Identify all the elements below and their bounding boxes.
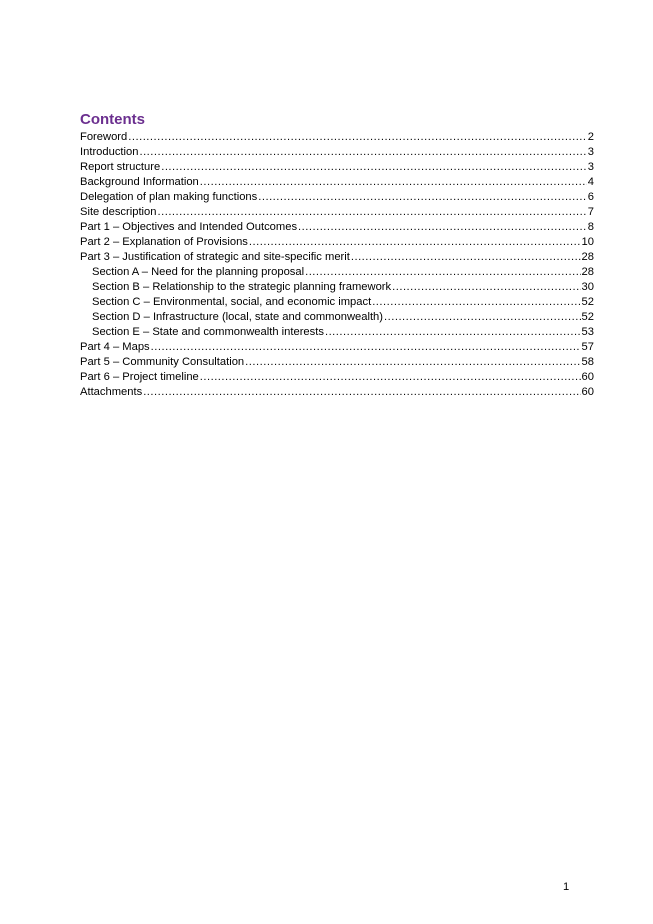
toc-entry-title: Foreword	[80, 131, 128, 143]
toc-entry-page: 60	[581, 371, 594, 383]
toc-entry-page: 60	[581, 386, 594, 398]
toc-entry-title: Part 5 – Community Consultation	[80, 356, 245, 368]
toc-leader-dots	[143, 385, 580, 400]
toc-leader-dots	[249, 235, 581, 250]
toc-entry-title: Delegation of plan making functions	[80, 191, 258, 203]
toc-leader-dots	[351, 250, 581, 265]
toc-entry-page: 3	[587, 161, 594, 173]
toc-section-entry[interactable]	[80, 340, 594, 355]
toc-subsection-entry[interactable]	[80, 295, 594, 310]
toc-entry-title: Section A – Need for the planning proposal	[92, 266, 305, 278]
toc-entry-page: 2	[587, 131, 594, 143]
toc-subsection-entry[interactable]	[80, 280, 594, 295]
toc-section-entry[interactable]	[80, 190, 594, 205]
toc-entry-page: 30	[581, 281, 594, 293]
toc-entry-title: Section C – Environmental, social, and economic impact	[92, 296, 372, 308]
toc-section-entry[interactable]	[80, 235, 594, 250]
toc-entry-title: Part 4 – Maps	[80, 341, 150, 353]
toc-entry-page: 57	[581, 341, 594, 353]
toc-leader-dots	[245, 355, 580, 370]
toc-subsection-entry[interactable]	[80, 325, 594, 340]
toc-leader-dots	[151, 340, 581, 355]
toc-entry-title: Section D – Infrastructure (local, state and commonwealth)	[92, 311, 384, 323]
toc-subsection-entry[interactable]	[80, 265, 594, 280]
toc-entry-title: Section B – Relationship to the strategic planning framework	[92, 281, 392, 293]
toc-entry-page: 58	[581, 356, 594, 368]
toc-entry-title: Report structure	[80, 161, 161, 173]
toc-section-entry[interactable]	[80, 145, 594, 160]
toc-leader-dots	[392, 280, 580, 295]
contents-heading: Contents	[80, 111, 145, 128]
toc-section-entry[interactable]	[80, 175, 594, 190]
toc-entry-page: 28	[581, 251, 594, 263]
toc-leader-dots	[161, 160, 587, 175]
toc-entry-page: 52	[581, 296, 594, 308]
toc-entry-page: 10	[581, 236, 594, 248]
toc-leader-dots	[305, 265, 580, 280]
toc-entry-page: 52	[581, 311, 594, 323]
toc-leader-dots	[298, 220, 587, 235]
toc-leader-dots	[200, 175, 587, 190]
page-number: 1	[563, 881, 570, 893]
toc-leader-dots	[200, 370, 581, 385]
table-of-contents	[80, 130, 594, 400]
toc-leader-dots	[384, 310, 581, 325]
toc-entry-title: Introduction	[80, 146, 139, 158]
toc-section-entry[interactable]	[80, 355, 594, 370]
toc-entry-page: 53	[581, 326, 594, 338]
toc-section-entry[interactable]	[80, 205, 594, 220]
toc-entry-page: 7	[587, 206, 594, 218]
toc-entry-title: Part 2 – Explanation of Provisions	[80, 236, 248, 248]
toc-entry-page: 3	[587, 146, 594, 158]
toc-entry-page: 4	[587, 176, 594, 188]
toc-section-entry[interactable]	[80, 220, 594, 235]
toc-entry-title: Part 3 – Justification of strategic and site-specific merit	[80, 251, 350, 263]
toc-leader-dots	[258, 190, 587, 205]
toc-section-entry[interactable]	[80, 370, 594, 385]
toc-entry-title: Background Information	[80, 176, 199, 188]
toc-entry-title: Site description	[80, 206, 157, 218]
toc-entry-page: 8	[587, 221, 594, 233]
toc-entry-title: Part 1 – Objectives and Intended Outcomes	[80, 221, 298, 233]
toc-section-entry[interactable]	[80, 160, 594, 175]
toc-entry-page: 6	[587, 191, 594, 203]
toc-leader-dots	[325, 325, 581, 340]
toc-leader-dots	[139, 145, 586, 160]
toc-entry-title: Part 6 – Project timeline	[80, 371, 199, 383]
toc-section-entry[interactable]	[80, 385, 594, 400]
toc-leader-dots	[158, 205, 587, 220]
toc-entry-title: Section E – State and commonwealth interests	[92, 326, 324, 338]
toc-entry-page: 28	[581, 266, 594, 278]
toc-section-entry[interactable]	[80, 130, 594, 145]
toc-entry-title: Attachments	[80, 386, 143, 398]
toc-leader-dots	[372, 295, 580, 310]
toc-subsection-entry[interactable]	[80, 310, 594, 325]
toc-section-entry[interactable]	[80, 250, 594, 265]
toc-leader-dots	[128, 130, 587, 145]
